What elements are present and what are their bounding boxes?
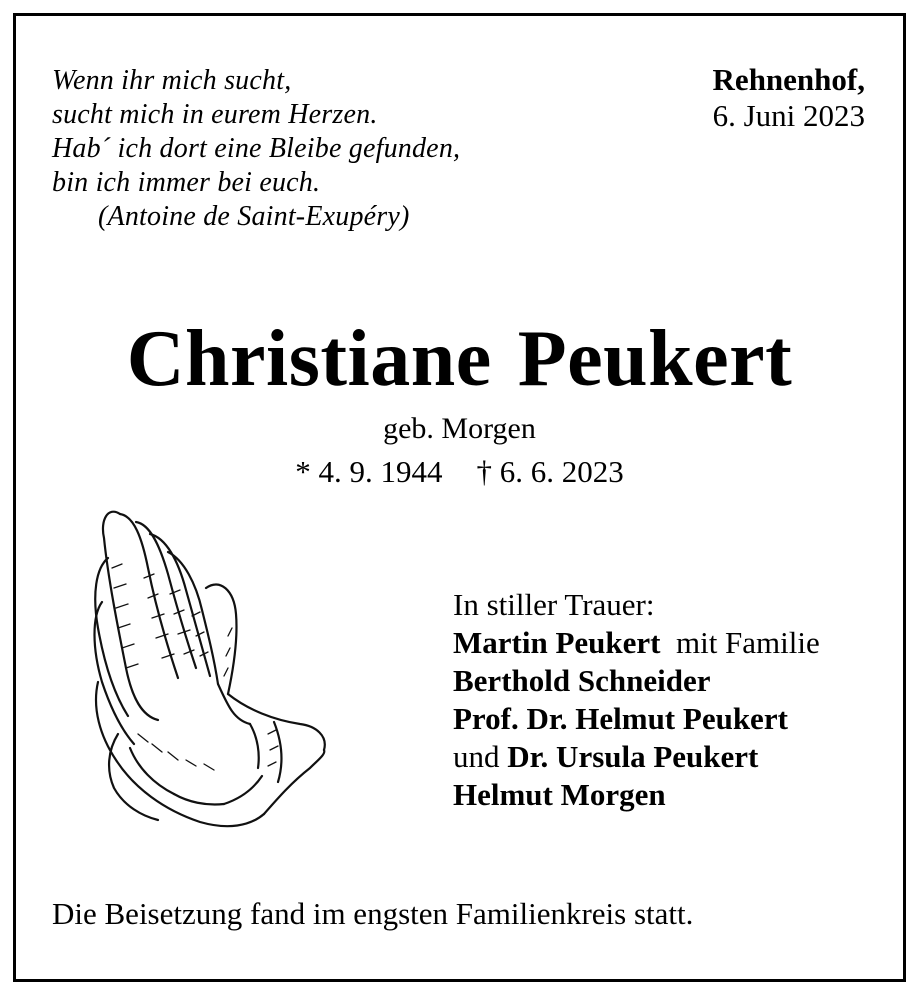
burial-note: Die Beisetzung fand im engsten Familienkreis statt. <box>52 896 694 931</box>
notice-date: 6. Juni 2023 <box>712 98 865 133</box>
mourner-row <box>453 776 820 814</box>
birth-date: * 4. 9. 1944 <box>295 454 443 489</box>
death-date: † 6. 6. 2023 <box>476 454 624 489</box>
mourner-name: Berthold Schneider <box>453 663 711 698</box>
poem-line: bin ich immer bei euch. <box>52 167 321 198</box>
mourner-row <box>453 624 820 662</box>
poem-line: Wenn ihr mich sucht, <box>52 65 292 96</box>
mourners-intro: In stiller Trauer: <box>453 587 655 622</box>
mourner-name: Prof. Dr. Helmut Peukert <box>453 701 788 736</box>
mourner-row <box>453 738 820 776</box>
poem <box>52 64 460 234</box>
mourners-list <box>453 586 820 814</box>
place: Rehnenhof, <box>712 62 865 97</box>
praying-hands-icon <box>78 498 328 836</box>
first-name: Christiane <box>126 315 492 403</box>
deceased-name <box>16 314 903 404</box>
obituary-notice <box>13 13 906 982</box>
mourner-name: Martin Peukert <box>453 625 661 660</box>
place-and-date <box>713 62 865 134</box>
mourner-suffix: mit Familie <box>675 625 820 660</box>
mourner-name: Helmut Morgen <box>453 777 666 812</box>
life-dates <box>16 454 903 490</box>
last-name: Peukert <box>517 315 793 403</box>
mourner-row <box>453 700 820 738</box>
poem-author: (Antoine de Saint-Exupéry) <box>98 201 410 232</box>
mourner-name: Dr. Ursula Peukert <box>507 739 759 774</box>
poem-line: sucht mich in eurem Herzen. <box>52 99 378 130</box>
poem-line: Hab´ ich dort eine Bleibe gefunden, <box>52 133 461 164</box>
maiden-name: geb. Morgen <box>383 412 536 445</box>
mourner-row <box>453 662 820 700</box>
mourner-prefix: und <box>453 739 500 774</box>
